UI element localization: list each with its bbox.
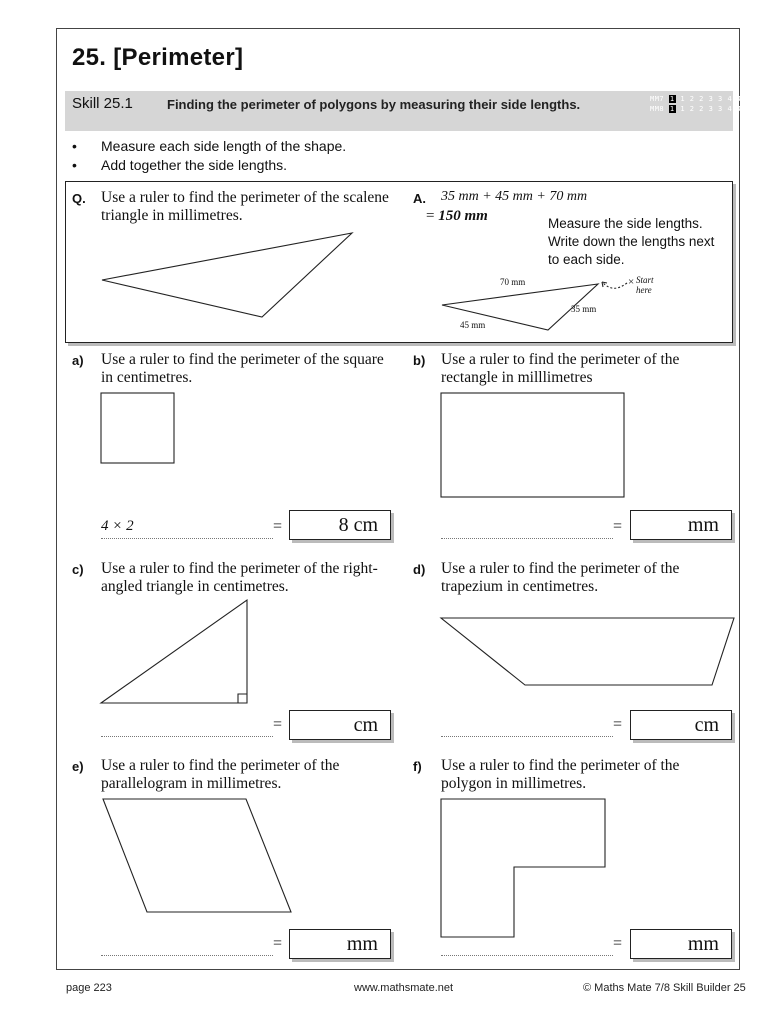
l-polygon-shape [441, 799, 605, 937]
example-note: Measure the side lengths. Write down the lengths next to each side. [548, 216, 715, 267]
website-link[interactable]: www.mathsmate.net [354, 982, 454, 994]
level-row-mm8: MM8 1 1 2 2 3 3 4 4 [650, 105, 742, 113]
trapezium-shape [441, 618, 734, 685]
right-angle-marker-icon [238, 694, 247, 703]
equals-f: = [613, 935, 623, 952]
answer-box-f[interactable]: mm [630, 929, 732, 959]
start-label: Start here [636, 275, 654, 295]
skill-label: Skill 25.1 [72, 95, 133, 112]
question-b-letter: b) [413, 353, 426, 368]
start-cross-icon: × [628, 276, 635, 288]
question-c-letter: c) [72, 562, 84, 577]
equals-e: = [273, 935, 283, 952]
question-e-text: Use a ruler to find the perimeter of the parallelogram in millimetres. [101, 757, 340, 792]
equals-b: = [613, 518, 623, 535]
page-title: 25. [Perimeter] [72, 44, 244, 71]
question-f-text: Use a ruler to find the perimeter of the polygon in millimetres. [441, 757, 680, 792]
example-working: 35 mm + 45 mm + 70 mm [441, 189, 588, 204]
label-45mm: 45 mm [460, 320, 486, 330]
example-q-letter: Q. [72, 191, 86, 206]
answer-box-a[interactable]: 8 cm [289, 510, 391, 540]
equals-c: = [273, 716, 283, 733]
instruction-item: • Measure each side length of the shape. [72, 138, 347, 154]
working-a: 4 × 2 [101, 518, 134, 534]
parallelogram-shape [103, 799, 291, 912]
example-question: Use a ruler to find the perimeter of the scalene triangle in millimetres. [101, 189, 389, 224]
question-d-letter: d) [413, 562, 426, 577]
instruction-item: • Add together the side lengths. [72, 157, 288, 173]
label-35mm: 35 mm [571, 304, 597, 314]
square-shape [101, 393, 174, 463]
answer-box-b[interactable]: mm [630, 510, 732, 540]
rectangle-shape [441, 393, 624, 497]
example-answer-triangle-shape [442, 284, 598, 330]
answer-box-d[interactable]: cm [630, 710, 732, 740]
copyright: © Maths Mate 7/8 Skill Builder 25 [583, 982, 746, 994]
answer-box-e[interactable]: mm [289, 929, 391, 959]
question-b-text: Use a ruler to find the perimeter of the rectangle in milllimetres [441, 351, 680, 386]
example-result: = 150 mm [426, 208, 488, 224]
question-a-text: Use a ruler to find the perimeter of the square in centimetres. [101, 351, 384, 386]
level-row-mm7: MM7 1 1 2 2 3 3 4 4 [650, 95, 742, 103]
right-triangle-shape [101, 600, 247, 703]
question-e-letter: e) [72, 759, 84, 774]
equals-d: = [613, 716, 623, 733]
question-d-text: Use a ruler to find the perimeter of the trapezium in centimetres. [441, 560, 680, 595]
page-number: page 223 [66, 982, 112, 994]
skill-description: Finding the perimeter of polygons by measuring their side lengths. [167, 97, 581, 112]
question-c-text: Use a ruler to find the perimeter of the right-angled triangle in centimetres. [101, 560, 378, 595]
answer-box-c[interactable]: cm [289, 710, 391, 740]
label-70mm: 70 mm [500, 277, 526, 287]
example-a-letter: A. [413, 191, 426, 206]
question-f-letter: f) [413, 759, 422, 774]
scalene-triangle-shape [102, 233, 352, 317]
equals-a: = [273, 518, 283, 535]
question-a-letter: a) [72, 353, 84, 368]
